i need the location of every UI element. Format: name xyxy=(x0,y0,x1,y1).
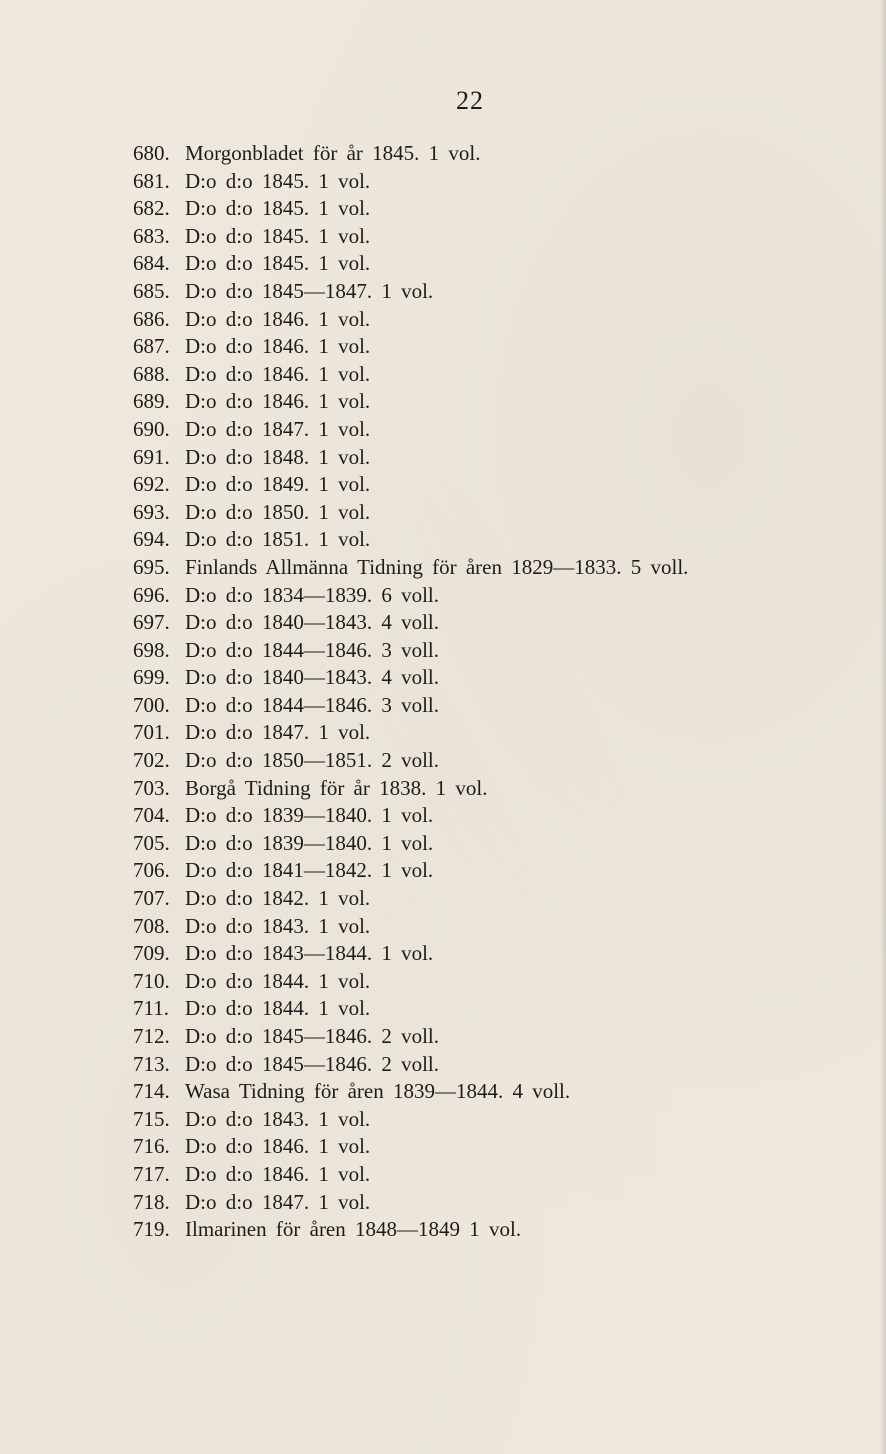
entry-text: Finlands Allmänna Tidning för åren 1829—1833. 5 voll. xyxy=(185,554,689,579)
entry-text: D:o d:o 1834—1839. 6 voll. xyxy=(185,582,440,607)
entry-text: D:o d:o 1839—1840. 1 vol. xyxy=(185,803,434,828)
entry-number: 688. xyxy=(133,361,170,386)
catalog-entry xyxy=(133,140,866,168)
entry-number: 711. xyxy=(133,996,169,1021)
catalog-entry xyxy=(133,1078,866,1106)
catalog-entry xyxy=(133,1161,866,1189)
entry-text: D:o d:o 1844. 1 vol. xyxy=(185,996,371,1021)
entry-text: D:o d:o 1840—1843. 4 voll. xyxy=(185,610,440,635)
entry-text: D:o d:o 1847. 1 vol. xyxy=(185,1189,371,1214)
catalog-entry xyxy=(133,1216,866,1244)
entry-number: 713. xyxy=(133,1051,170,1076)
catalog-entry xyxy=(133,499,866,527)
entry-text: Ilmarinen för åren 1848—1849 1 vol. xyxy=(185,1217,522,1242)
catalog-entry xyxy=(133,388,866,416)
entry-text: D:o d:o 1847. 1 vol. xyxy=(185,720,371,745)
entry-number: 719. xyxy=(133,1217,170,1242)
catalog-entry xyxy=(133,416,866,444)
page-edge-shadow xyxy=(880,0,886,1454)
entry-number: 712. xyxy=(133,1024,170,1048)
catalog-entry xyxy=(133,1189,866,1217)
catalog-entry xyxy=(133,1023,866,1051)
entry-number: 710. xyxy=(133,968,170,993)
entry-number: 692. xyxy=(133,472,170,497)
catalog-entry xyxy=(133,609,866,637)
entry-text: D:o d:o 1850. 1 vol. xyxy=(185,499,371,524)
entry-text: D:o d:o 1846. 1 vol. xyxy=(185,1161,371,1186)
entry-text: D:o d:o 1849. 1 vol. xyxy=(185,472,371,497)
entry-number: 686. xyxy=(133,306,170,331)
entry-number: 698. xyxy=(133,637,170,662)
catalog-entry xyxy=(133,1106,866,1134)
catalog-entry xyxy=(133,471,866,499)
entry-text: D:o d:o 1845. 1 vol. xyxy=(185,223,371,248)
entry-text: D:o d:o 1842. 1 vol. xyxy=(185,886,371,911)
entry-number: 695. xyxy=(133,554,170,579)
entry-number: 681. xyxy=(133,168,170,193)
catalog-entry xyxy=(133,719,866,747)
catalog-entry xyxy=(133,195,866,223)
entry-text: D:o d:o 1851. 1 vol. xyxy=(185,527,371,552)
entry-number: 701. xyxy=(133,720,170,745)
entry-number: 702. xyxy=(133,748,170,773)
entry-number: 689. xyxy=(133,389,170,414)
entry-text: D:o d:o 1845—1846. 2 voll. xyxy=(185,1051,440,1076)
entry-text: Borgå Tidning för år 1838. 1 vol. xyxy=(185,775,488,800)
entry-text: Wasa Tidning för åren 1839—1844. 4 voll. xyxy=(185,1079,571,1104)
entry-text: D:o d:o 1846. 1 vol. xyxy=(185,389,371,414)
catalog-entry xyxy=(133,968,866,996)
entry-text: D:o d:o 1839—1840. 1 vol. xyxy=(185,830,434,855)
entry-text: D:o d:o 1848. 1 vol. xyxy=(185,444,371,469)
entry-number: 680. xyxy=(133,141,170,165)
catalog-entry xyxy=(133,278,866,306)
entry-number: 715. xyxy=(133,1106,170,1131)
catalog-entry xyxy=(133,1051,866,1079)
entry-text: D:o d:o 1844—1846. 3 voll. xyxy=(185,692,440,717)
catalog-entry xyxy=(133,444,866,472)
catalog-entry xyxy=(133,637,866,665)
catalog-entry xyxy=(133,250,866,278)
catalog-entry-list xyxy=(133,140,866,1244)
entry-text: D:o d:o 1840—1843. 4 voll. xyxy=(185,665,440,690)
entry-number: 718. xyxy=(133,1189,170,1214)
entry-text: D:o d:o 1846. 1 vol. xyxy=(185,306,371,331)
entry-number: 682. xyxy=(133,196,170,221)
entry-text: D:o d:o 1843. 1 vol. xyxy=(185,913,371,938)
entry-number: 714. xyxy=(133,1079,170,1104)
entry-number: 694. xyxy=(133,527,170,552)
entry-number: 706. xyxy=(133,858,170,883)
entry-number: 704. xyxy=(133,803,170,828)
catalog-entry xyxy=(133,1133,866,1161)
catalog-entry xyxy=(133,333,866,361)
catalog-entry xyxy=(133,857,866,885)
catalog-entry xyxy=(133,830,866,858)
catalog-entry xyxy=(133,692,866,720)
entry-number: 696. xyxy=(133,582,170,607)
catalog-entry xyxy=(133,995,866,1023)
entry-number: 699. xyxy=(133,665,170,690)
catalog-entry xyxy=(133,940,866,968)
entry-text: D:o d:o 1845. 1 vol. xyxy=(185,196,371,221)
entry-number: 705. xyxy=(133,830,170,855)
entry-text: D:o d:o 1844. 1 vol. xyxy=(185,968,371,993)
entry-text: D:o d:o 1847. 1 vol. xyxy=(185,416,371,441)
entry-text: D:o d:o 1845—1847. 1 vol. xyxy=(185,278,434,303)
entry-text: Morgonbladet för år 1845. 1 vol. xyxy=(185,141,481,165)
entry-text: D:o d:o 1843. 1 vol. xyxy=(185,1106,371,1131)
entry-text: D:o d:o 1845. 1 vol. xyxy=(185,251,371,276)
catalog-entry xyxy=(133,168,866,196)
entry-number: 716. xyxy=(133,1134,170,1159)
entry-number: 687. xyxy=(133,334,170,359)
entry-number: 697. xyxy=(133,610,170,635)
entry-text: D:o d:o 1846. 1 vol. xyxy=(185,361,371,386)
entry-number: 703. xyxy=(133,775,170,800)
entry-number: 683. xyxy=(133,223,170,248)
entry-text: D:o d:o 1846. 1 vol. xyxy=(185,334,371,359)
catalog-entry xyxy=(133,526,866,554)
entry-number: 700. xyxy=(133,692,170,717)
catalog-entry xyxy=(133,554,866,582)
entry-number: 691. xyxy=(133,444,170,469)
entry-text: D:o d:o 1845—1846. 2 voll. xyxy=(185,1024,440,1048)
catalog-entry xyxy=(133,306,866,334)
entry-text: D:o d:o 1843—1844. 1 vol. xyxy=(185,941,434,966)
entry-number: 693. xyxy=(133,499,170,524)
catalog-entry xyxy=(133,664,866,692)
entry-text: D:o d:o 1841—1842. 1 vol. xyxy=(185,858,434,883)
entry-number: 717. xyxy=(133,1161,170,1186)
catalog-entry xyxy=(133,913,866,941)
catalog-entry xyxy=(133,747,866,775)
entry-number: 690. xyxy=(133,416,170,441)
entry-number: 684. xyxy=(133,251,170,276)
entry-number: 707. xyxy=(133,886,170,911)
catalog-entry xyxy=(133,885,866,913)
entry-text: D:o d:o 1845. 1 vol. xyxy=(185,168,371,193)
entry-number: 685. xyxy=(133,278,170,303)
entry-number: 708. xyxy=(133,913,170,938)
entry-text: D:o d:o 1844—1846. 3 voll. xyxy=(185,637,440,662)
entry-number: 709. xyxy=(133,941,170,966)
catalog-entry xyxy=(133,223,866,251)
catalog-entry xyxy=(133,361,866,389)
catalog-entry xyxy=(133,802,866,830)
entry-text: D:o d:o 1850—1851. 2 voll. xyxy=(185,748,440,773)
catalog-entry xyxy=(133,582,866,610)
entry-text: D:o d:o 1846. 1 vol. xyxy=(185,1134,371,1159)
page-number: 22 xyxy=(456,86,484,115)
catalog-entry xyxy=(133,775,866,803)
